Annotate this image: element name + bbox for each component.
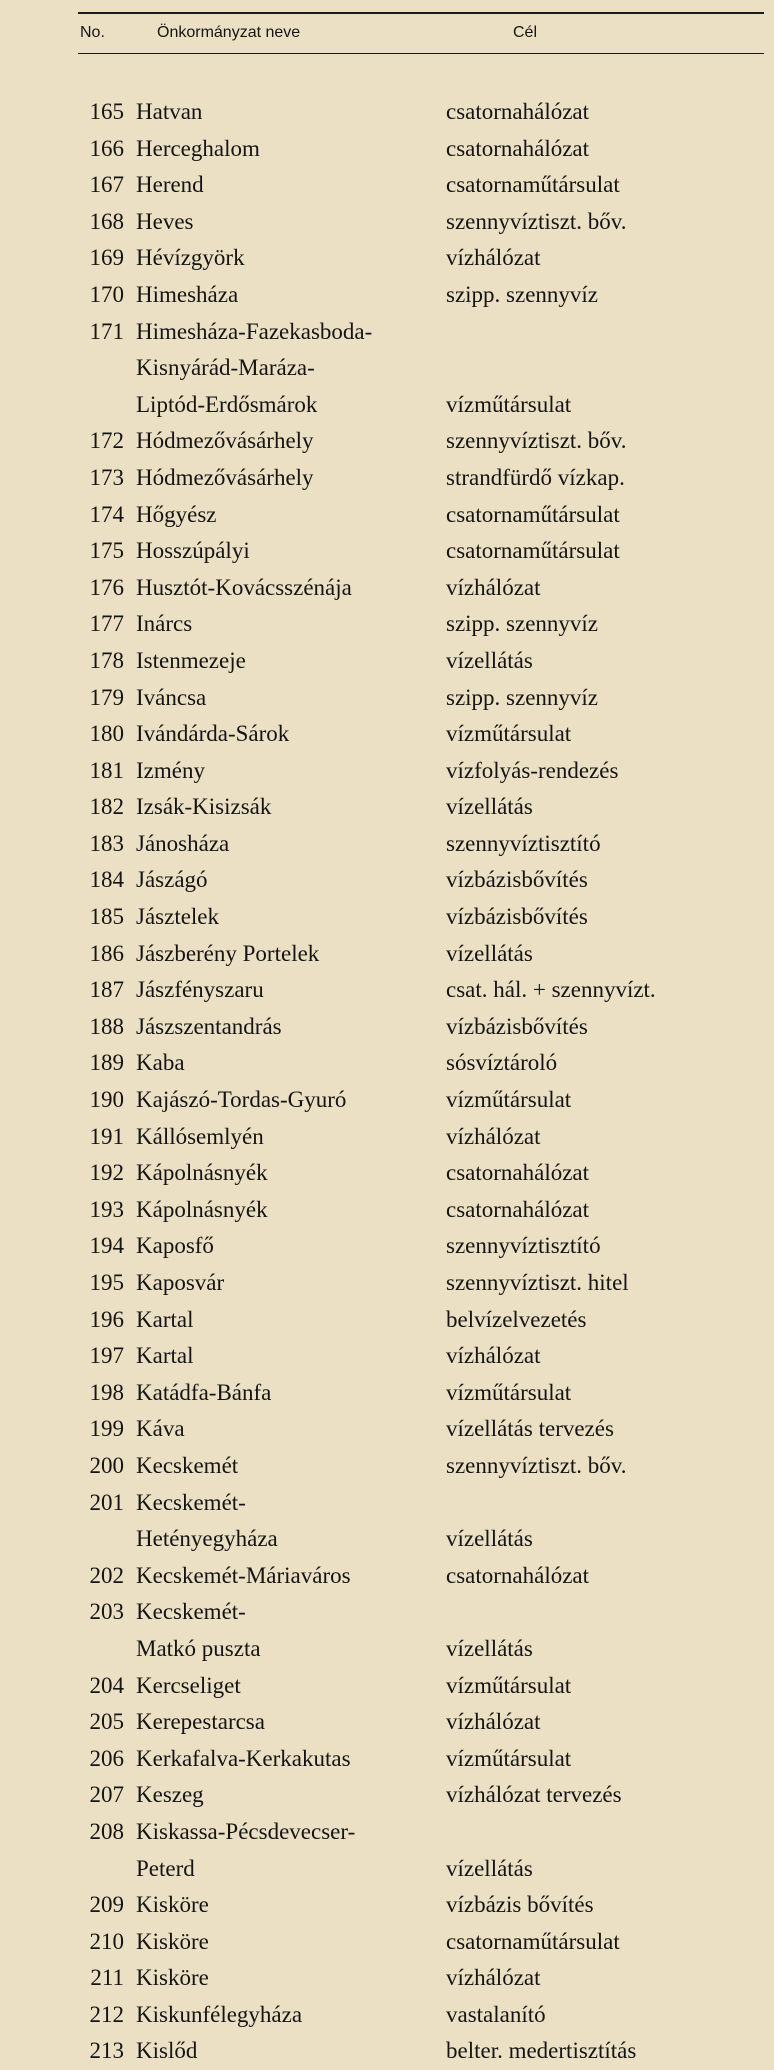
municipality-name: Inárcs bbox=[136, 611, 193, 637]
table-row bbox=[0, 972, 774, 1009]
goal-text: szipp. szennyvíz bbox=[446, 611, 599, 637]
goal-text: csatornaműtársulat bbox=[446, 172, 620, 198]
row-line bbox=[0, 1594, 774, 1631]
row-number: 179 bbox=[89, 684, 124, 710]
municipality-name: Jánosháza bbox=[136, 830, 230, 856]
row-number: 207 bbox=[89, 1782, 124, 1808]
goal-text: csatornaműtársulat bbox=[446, 1928, 620, 1954]
row-line bbox=[0, 204, 774, 241]
municipality-name: Kercseliget bbox=[136, 1672, 241, 1698]
row-line bbox=[0, 1924, 774, 1961]
goal-text: szennyvíztiszt. bőv. bbox=[446, 1452, 627, 1478]
row-number: 165 bbox=[89, 99, 124, 124]
row-line bbox=[0, 1302, 774, 1339]
row-line bbox=[0, 1777, 774, 1814]
table-row bbox=[0, 1448, 774, 1485]
table-row bbox=[0, 1668, 774, 1705]
row-number: 208 bbox=[89, 1818, 124, 1844]
goal-text: szipp. szennyvíz bbox=[446, 281, 599, 307]
table-row bbox=[0, 570, 774, 607]
row-line bbox=[0, 1887, 774, 1924]
row-line bbox=[0, 1045, 774, 1082]
row-number: 178 bbox=[89, 647, 124, 673]
goal-text: vízellátás bbox=[446, 647, 533, 673]
table-row bbox=[0, 899, 774, 936]
goal-text: vízműtársulat bbox=[446, 391, 572, 417]
municipality-name: Herceghalom bbox=[136, 135, 260, 161]
municipality-name: Katádfa-Bánfa bbox=[136, 1379, 272, 1405]
table-row bbox=[0, 936, 774, 973]
goal-text: vízhálózat bbox=[446, 245, 541, 271]
row-line bbox=[0, 240, 774, 277]
row-number: 171 bbox=[89, 318, 124, 344]
row-number: 170 bbox=[89, 281, 124, 307]
row-line bbox=[0, 131, 774, 168]
row-line bbox=[0, 972, 774, 1009]
municipality-name: Kisköre bbox=[136, 1928, 209, 1954]
row-line bbox=[0, 680, 774, 717]
table-row bbox=[0, 1887, 774, 1924]
row-line bbox=[0, 423, 774, 460]
row-number: 190 bbox=[89, 1087, 124, 1113]
table-row bbox=[0, 1924, 774, 1961]
row-number: 176 bbox=[89, 574, 124, 600]
row-line bbox=[0, 1851, 774, 1888]
municipality-name: Kisnyárád-Maráza- bbox=[136, 355, 315, 381]
table-row bbox=[0, 753, 774, 790]
row-line bbox=[0, 1082, 774, 1119]
table-row bbox=[0, 1411, 774, 1448]
row-number: 189 bbox=[89, 1050, 124, 1076]
row-number: 192 bbox=[89, 1160, 124, 1186]
municipality-name: Jászszentandrás bbox=[136, 1013, 282, 1039]
row-line bbox=[0, 716, 774, 753]
municipality-name: Hódmezővásárhely bbox=[136, 464, 314, 490]
row-number: 181 bbox=[89, 757, 124, 783]
municipality-name: Jásztelek bbox=[136, 904, 220, 930]
row-number: 196 bbox=[89, 1306, 124, 1332]
table-row bbox=[0, 680, 774, 717]
goal-text: vízbázis bővítés bbox=[446, 1892, 594, 1918]
row-number: 175 bbox=[89, 538, 124, 564]
table-row bbox=[0, 862, 774, 899]
municipality-name: Kartal bbox=[136, 1343, 194, 1369]
goal-text: szennyvíztisztító bbox=[446, 830, 601, 856]
table-header bbox=[0, 22, 774, 48]
row-line bbox=[0, 167, 774, 204]
row-line bbox=[0, 350, 774, 387]
row-line bbox=[0, 1265, 774, 1302]
row-number: 174 bbox=[89, 501, 124, 527]
row-line bbox=[0, 2033, 774, 2070]
municipality-name: Hévízgyörk bbox=[136, 245, 245, 271]
goal-text: csatornahálózat bbox=[446, 99, 590, 124]
row-number: 205 bbox=[89, 1709, 124, 1735]
table-row bbox=[0, 643, 774, 680]
municipality-name: Kecskemét bbox=[136, 1452, 239, 1478]
row-number: 199 bbox=[89, 1416, 124, 1442]
table-row bbox=[0, 1302, 774, 1339]
municipality-name: Kartal bbox=[136, 1306, 194, 1332]
municipality-name: Himesháza-Fazekasboda- bbox=[136, 318, 373, 344]
municipality-name: Kislőd bbox=[136, 2038, 198, 2064]
row-line bbox=[0, 1375, 774, 1412]
municipality-name: Kerkafalva-Kerkakutas bbox=[136, 1745, 351, 1771]
header-name: Önkormányzat neve bbox=[157, 24, 301, 41]
row-number: 193 bbox=[89, 1196, 124, 1222]
municipality-name: Hetényegyháza bbox=[136, 1526, 278, 1552]
municipality-name: Kisköre bbox=[136, 1892, 209, 1918]
municipality-name: Kecskemét- bbox=[136, 1599, 246, 1625]
row-line bbox=[0, 789, 774, 826]
goal-text: belvízelvezetés bbox=[446, 1306, 587, 1332]
row-number: 206 bbox=[89, 1745, 124, 1771]
goal-text: vízműtársulat bbox=[446, 1672, 572, 1698]
table-row bbox=[0, 460, 774, 497]
row-number: 186 bbox=[89, 940, 124, 966]
table-row bbox=[0, 789, 774, 826]
row-line bbox=[0, 1228, 774, 1265]
row-number: 184 bbox=[89, 867, 124, 893]
municipality-name: Kaposfő bbox=[136, 1233, 214, 1259]
row-number: 169 bbox=[89, 245, 124, 271]
municipality-name: Keszeg bbox=[136, 1782, 204, 1808]
row-line bbox=[0, 1631, 774, 1668]
row-number: 203 bbox=[89, 1599, 124, 1625]
goal-text: vízhálózat bbox=[446, 1343, 541, 1369]
goal-text: vízfolyás-rendezés bbox=[446, 757, 619, 783]
municipality-name: Herend bbox=[136, 172, 204, 198]
goal-text: csatornahálózat bbox=[446, 1160, 590, 1186]
table-row bbox=[0, 2033, 774, 2070]
municipality-name: Kaba bbox=[136, 1050, 185, 1076]
table-row bbox=[0, 1228, 774, 1265]
goal-text: strandfürdő vízkap. bbox=[446, 464, 625, 490]
row-number: 211 bbox=[90, 1965, 124, 1991]
municipality-name: Hódmezővásárhely bbox=[136, 428, 314, 454]
row-line bbox=[0, 1485, 774, 1522]
row-line bbox=[0, 497, 774, 534]
row-number: 168 bbox=[89, 208, 124, 234]
row-line bbox=[0, 570, 774, 607]
table-row bbox=[0, 1704, 774, 1741]
table-row bbox=[0, 314, 774, 424]
row-line bbox=[0, 277, 774, 314]
table-row bbox=[0, 423, 774, 460]
goal-text: vízellátás bbox=[446, 1855, 533, 1881]
table-row bbox=[0, 1009, 774, 1046]
goal-text: vízhálózat bbox=[446, 1965, 541, 1991]
table-row bbox=[0, 167, 774, 204]
goal-text: szennyvíztiszt. hitel bbox=[446, 1270, 629, 1295]
table-row bbox=[0, 1814, 774, 1887]
municipality-name: Káva bbox=[136, 1416, 185, 1442]
municipality-name: Himesháza bbox=[136, 281, 239, 307]
goal-text: vastalanító bbox=[446, 2001, 546, 2027]
municipality-name: Kápolnásnyék bbox=[136, 1160, 268, 1186]
row-number: 212 bbox=[89, 2001, 124, 2027]
table-row bbox=[0, 131, 774, 168]
table-row bbox=[0, 1558, 774, 1595]
goal-text: vízbázisbővítés bbox=[446, 1013, 588, 1039]
goal-text: szennyvíztiszt. bőv. bbox=[446, 208, 627, 234]
municipality-name: Kaposvár bbox=[136, 1270, 225, 1295]
row-line bbox=[0, 94, 774, 131]
row-line bbox=[0, 1521, 774, 1558]
row-line bbox=[0, 643, 774, 680]
row-number: 200 bbox=[89, 1452, 124, 1478]
municipality-name: Izmény bbox=[136, 757, 205, 783]
row-number: 210 bbox=[89, 1928, 124, 1954]
municipality-name: Kajászó-Tordas-Gyuró bbox=[136, 1087, 347, 1113]
goal-text: vízműtársulat bbox=[446, 1087, 572, 1113]
goal-text: sósvíztároló bbox=[446, 1050, 558, 1076]
municipality-name: Peterd bbox=[136, 1855, 195, 1881]
municipality-name: Kiskassa-Pécsdevecser- bbox=[136, 1818, 356, 1844]
row-number: 202 bbox=[89, 1562, 124, 1588]
row-line bbox=[0, 1009, 774, 1046]
row-number: 188 bbox=[89, 1013, 124, 1039]
header-top-rule bbox=[78, 12, 764, 14]
row-line bbox=[0, 862, 774, 899]
goal-text: vízhálózat tervezés bbox=[446, 1782, 622, 1808]
row-line bbox=[0, 606, 774, 643]
row-line bbox=[0, 460, 774, 497]
table-row bbox=[0, 204, 774, 241]
row-number: 172 bbox=[89, 428, 124, 454]
header-bottom-rule bbox=[78, 53, 764, 54]
row-line bbox=[0, 1668, 774, 1705]
row-line bbox=[0, 1997, 774, 2034]
goal-text: szennyvíztisztító bbox=[446, 1233, 601, 1259]
goal-text: csat. hál. + szennyvízt. bbox=[446, 977, 656, 1003]
goal-text: vízhálózat bbox=[446, 574, 541, 600]
row-number: 166 bbox=[89, 135, 124, 161]
table-row bbox=[0, 277, 774, 314]
row-number: 185 bbox=[89, 904, 124, 930]
municipality-name: Istenmezeje bbox=[136, 647, 246, 673]
table-row bbox=[0, 1375, 774, 1412]
table-row bbox=[0, 94, 774, 131]
header-goal: Cél bbox=[513, 24, 538, 41]
row-line bbox=[0, 387, 774, 424]
row-number: 194 bbox=[89, 1233, 124, 1259]
goal-text: vízhálózat bbox=[446, 1709, 541, 1735]
goal-text: csatornahálózat bbox=[446, 135, 590, 161]
municipality-name: Iváncsa bbox=[136, 684, 207, 710]
row-line bbox=[0, 533, 774, 570]
table-row bbox=[0, 240, 774, 277]
table-row bbox=[0, 716, 774, 753]
municipality-name: Kápolnásnyék bbox=[136, 1196, 268, 1222]
row-line bbox=[0, 1192, 774, 1229]
row-line bbox=[0, 936, 774, 973]
row-number: 204 bbox=[89, 1672, 124, 1698]
municipality-name: Kisköre bbox=[136, 1965, 209, 1991]
goal-text: belter. medertisztítás bbox=[446, 2038, 637, 2064]
table-row bbox=[0, 1265, 774, 1302]
municipality-name: Jászberény Portelek bbox=[136, 940, 320, 966]
row-number: 180 bbox=[89, 721, 124, 747]
municipality-name: Kecskemét-Máriaváros bbox=[136, 1562, 351, 1588]
municipality-name: Matkó puszta bbox=[136, 1635, 261, 1661]
table-row bbox=[0, 1082, 774, 1119]
municipality-name: Izsák-Kisizsák bbox=[136, 794, 272, 820]
municipality-name: Heves bbox=[136, 208, 194, 234]
table-row bbox=[0, 1997, 774, 2034]
row-line bbox=[0, 1814, 774, 1851]
municipality-name: Liptód-Erdősmárok bbox=[136, 391, 318, 417]
municipality-name: Jászágó bbox=[136, 867, 208, 893]
table-row bbox=[0, 1960, 774, 1997]
table-row bbox=[0, 1485, 774, 1558]
goal-text: vízműtársulat bbox=[446, 721, 572, 747]
row-number: 173 bbox=[89, 464, 124, 490]
municipality-name: Kiskunfélegyháza bbox=[136, 2001, 303, 2027]
goal-text: vízműtársulat bbox=[446, 1745, 572, 1771]
municipality-name: Ivándárda-Sárok bbox=[136, 721, 290, 747]
goal-text: vízbázisbővítés bbox=[446, 904, 588, 930]
table-row bbox=[0, 1119, 774, 1156]
row-line bbox=[0, 1960, 774, 1997]
table-row bbox=[0, 1741, 774, 1778]
table-row bbox=[0, 826, 774, 863]
goal-text: vízellátás bbox=[446, 940, 533, 966]
row-number: 213 bbox=[89, 2038, 124, 2064]
row-number: 201 bbox=[89, 1489, 124, 1515]
table-row bbox=[0, 606, 774, 643]
goal-text: vízellátás tervezés bbox=[446, 1416, 614, 1442]
municipality-name: Kállósemlyén bbox=[136, 1123, 264, 1149]
row-line bbox=[0, 1448, 774, 1485]
row-line bbox=[0, 1411, 774, 1448]
row-line bbox=[0, 314, 774, 351]
municipality-name: Husztót-Kovácsszénája bbox=[136, 574, 352, 600]
table-row bbox=[0, 497, 774, 534]
row-number: 209 bbox=[89, 1892, 124, 1918]
goal-text: vízműtársulat bbox=[446, 1379, 572, 1405]
row-line bbox=[0, 1558, 774, 1595]
municipality-name: Hőgyész bbox=[136, 501, 217, 527]
table-row bbox=[0, 1594, 774, 1667]
row-line bbox=[0, 1119, 774, 1156]
goal-text: csatornahálózat bbox=[446, 1196, 590, 1222]
row-number: 195 bbox=[89, 1270, 124, 1295]
goal-text: vízhálózat bbox=[446, 1123, 541, 1149]
table-row bbox=[0, 533, 774, 570]
table-row bbox=[0, 1045, 774, 1082]
goal-text: vízellátás bbox=[446, 794, 533, 820]
row-line bbox=[0, 1155, 774, 1192]
row-line bbox=[0, 753, 774, 790]
municipality-name: Kerepestarcsa bbox=[136, 1709, 265, 1735]
row-number: 198 bbox=[89, 1379, 124, 1405]
row-line bbox=[0, 1338, 774, 1375]
goal-text: szennyvíztiszt. bőv. bbox=[446, 428, 627, 454]
goal-text: csatornaműtársulat bbox=[446, 538, 620, 564]
row-number: 197 bbox=[89, 1343, 124, 1369]
goal-text: vízbázisbővítés bbox=[446, 867, 588, 893]
table-row bbox=[0, 1338, 774, 1375]
row-number: 183 bbox=[89, 830, 124, 856]
goal-text: szipp. szennyvíz bbox=[446, 684, 599, 710]
row-number: 167 bbox=[89, 172, 124, 198]
row-number: 177 bbox=[89, 611, 124, 637]
row-line bbox=[0, 1741, 774, 1778]
municipality-name: Kecskemét- bbox=[136, 1489, 246, 1515]
goal-text: vízellátás bbox=[446, 1635, 533, 1661]
row-number: 187 bbox=[89, 977, 124, 1003]
row-number: 191 bbox=[89, 1123, 124, 1149]
table-row bbox=[0, 1777, 774, 1814]
municipality-name: Hosszúpályi bbox=[136, 538, 250, 564]
goal-text: csatornaműtársulat bbox=[446, 501, 620, 527]
header-no: No. bbox=[80, 24, 105, 41]
row-line bbox=[0, 826, 774, 863]
row-line bbox=[0, 1704, 774, 1741]
municipality-name: Hatvan bbox=[136, 99, 203, 124]
goal-text: csatornahálózat bbox=[446, 1562, 590, 1588]
table-row bbox=[0, 1192, 774, 1229]
goal-text: vízellátás bbox=[446, 1526, 533, 1552]
municipality-name: Jászfényszaru bbox=[136, 977, 264, 1003]
row-line bbox=[0, 899, 774, 936]
row-number: 182 bbox=[89, 794, 124, 820]
table-row bbox=[0, 1155, 774, 1192]
table-body bbox=[0, 94, 774, 2070]
